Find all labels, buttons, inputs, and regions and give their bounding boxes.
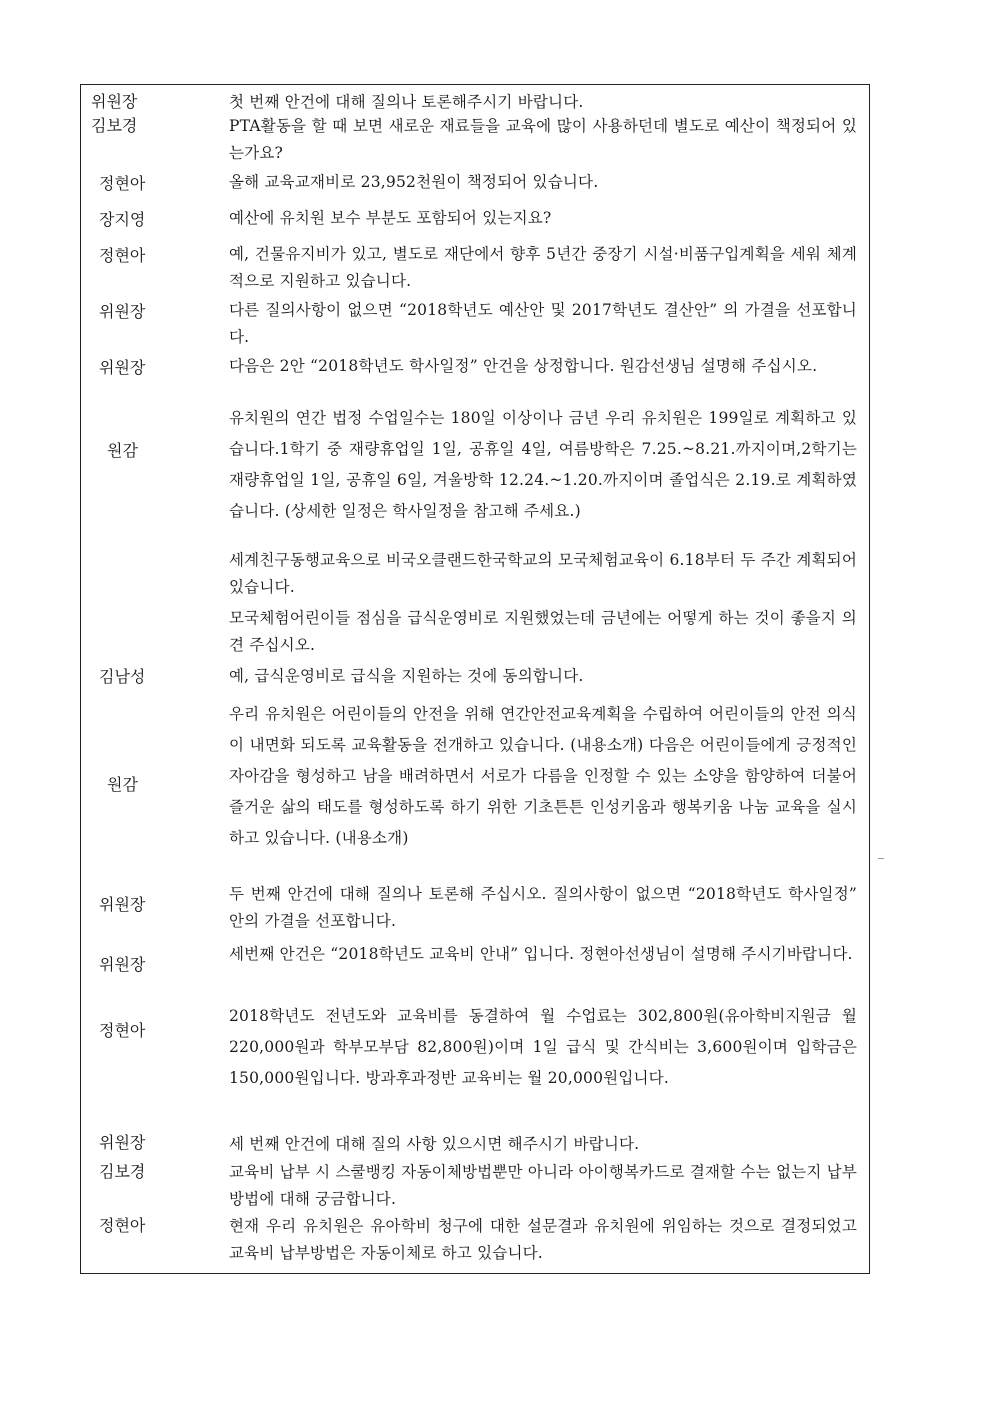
speaker-name: 위원장: [91, 92, 138, 111]
speaker-name: 정현아: [99, 1021, 146, 1040]
speaker-name: 위원장: [99, 302, 146, 321]
speaker-name: 원감: [107, 441, 138, 460]
speaker-name: 정현아: [99, 1216, 146, 1235]
minutes-table: [80, 84, 870, 1274]
statement-text: 현재 우리 유치원은 유아학비 청구에 대한 설문결과 유치원에 위임하는 것으로 결정되었고 교육비 납부방법은 자동이체로 하고 있습니다.: [229, 1217, 857, 1262]
statement-text: 다음은 2안 “2018학년도 학사일정” 안건을 상정합니다. 원감선생님 설명해 주십시오.: [229, 357, 818, 375]
statement-text: 예, 건물유지비가 있고, 별도로 재단에서 향후 5년간 중장기 시설·비품구입계획을 세워 체계적으로 지원하고 있습니다.: [229, 245, 857, 290]
margin-tick-mark: [878, 858, 884, 859]
statement-text: PTA활동을 할 때 보면 새로운 재료들을 교육에 많이 사용하던데 별도로 예산이 책정되어 있는가요?: [229, 117, 857, 162]
statement-text: 세번째 안건은 “2018학년도 교육비 안내” 입니다. 정현아선생님이 설명해 주시기바랍니다.: [229, 945, 853, 963]
statement-text: 유치원의 연간 법정 수업일수는 180일 이상이나 금년 우리 유치원은 199일로 계획하고 있습니다.1학기 중 재량휴업일 1일, 공휴일 4일, 여름방학은 7.25.~8.21.까지이며,2학기는 재량휴업일 1일, 공휴일 6일, 겨울방학 12.24.~1.20.까지이며 졸업식은 2.19.로 계획하였습니다. (상세한 일정은 학사일정을 참고해 주세요.): [229, 409, 857, 520]
statement-text: 예, 급식운영비로 급식을 지원하는 것에 동의합니다.: [229, 667, 584, 685]
statement-text: 모국체험어린이들 점심을 급식운영비로 지원했었는데 금년에는 어떻게 하는 것이 좋을지 의견 주십시오.: [229, 609, 857, 654]
statement-text: 다른 질의사항이 없으면 “2018학년도 예산안 및 2017학년도 결산안” 의 가결을 선포합니다.: [229, 301, 857, 346]
statement-text: 세 번째 안건에 대해 질의 사항 있으시면 해주시기 바랍니다.: [229, 1135, 640, 1153]
speaker-name: 원감: [107, 775, 138, 794]
statement-text: 예산에 유치원 보수 부분도 포함되어 있는지요?: [229, 209, 552, 227]
statement-text: 세계친구동행교육으로 비국오클랜드한국학교의 모국체험교육이 6.18부터 두 주간 계획되어 있습니다.: [229, 551, 857, 596]
speaker-name: 위원장: [99, 955, 146, 974]
statement-text: 우리 유치원은 어린이들의 안전을 위해 연간안전교육계획을 수립하여 어린이들의 안전 의식이 내면화 되도록 교육활동을 전개하고 있습니다. (내용소개) 다음은 어린이들에게 긍정적인 자아감을 형성하고 남을 배려하면서 서로가 다름을 인정할 수 있는 소양을 함양하여 더불어 즐거운 삶의 태도를 형성하도록 하기 위한 기초튼튼 인성키움과 행복키움 나눔 교육을 실시하고 있습니다. (내용소개): [229, 705, 857, 847]
statement-text: 올해 교육교재비로 23,952천원이 책정되어 있습니다.: [229, 173, 599, 191]
statement-text: 두 번째 안건에 대해 질의나 토론해 주십시오. 질의사항이 없으면 “2018학년도 학사일정” 안의 가결을 선포합니다.: [229, 885, 857, 930]
speaker-name: 장지영: [99, 210, 146, 229]
speaker-name: 위원장: [99, 1133, 146, 1152]
statement-text: 첫 번째 안건에 대해 질의나 토론해주시기 바랍니다.: [229, 93, 584, 111]
statement-text: 2018학년도 전년도와 교육비를 동결하여 월 수업료는 302,800원(유아학비지원금 월220,000원과 학부모부담 82,800원)이며 1일 급식 및 간식비는 3,600원이며 입학금은 150,000원입니다. 방과후과정반 교육비는 월 20,000원입니다.: [229, 1007, 857, 1087]
speaker-name: 정현아: [99, 246, 146, 265]
speaker-name: 위원장: [99, 358, 146, 377]
statement-text: 교육비 납부 시 스쿨뱅킹 자동이체방법뿐만 아니라 아이행복카드로 결재할 수는 없는지 납부방법에 대해 궁금합니다.: [229, 1163, 857, 1208]
speaker-name: 위원장: [99, 895, 146, 914]
speaker-name: 김보경: [91, 116, 138, 135]
speaker-name: 김남성: [99, 667, 146, 686]
speaker-name: 정현아: [99, 174, 146, 193]
speaker-name: 김보경: [99, 1162, 146, 1181]
